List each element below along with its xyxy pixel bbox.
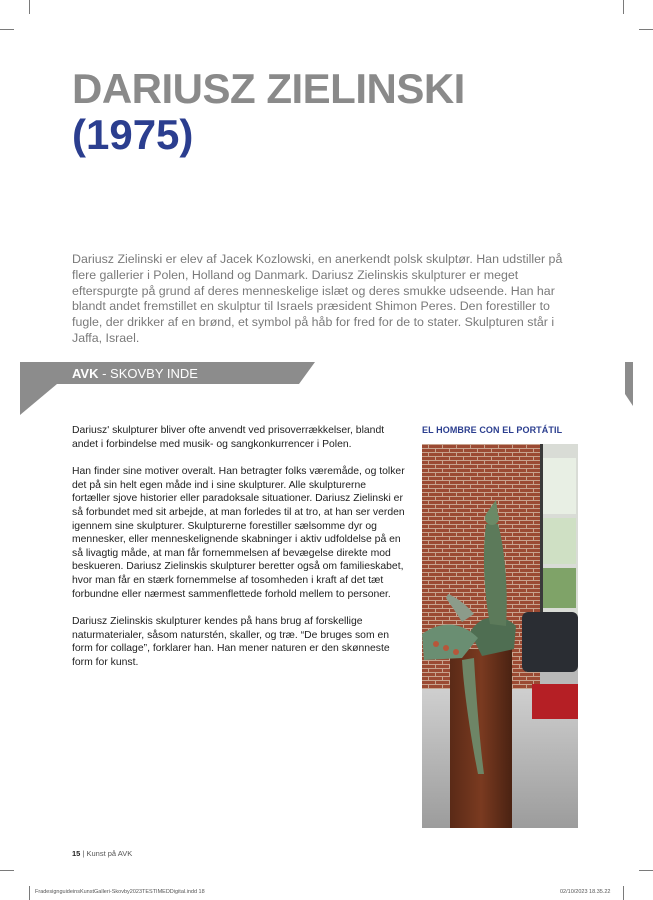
footer-separator: |: [80, 849, 87, 858]
crop-mark: [639, 870, 653, 871]
crop-mark: [623, 0, 624, 14]
crop-mark: [639, 29, 653, 30]
body-paragraph: Dariusz' skulpturer bliver ofte anvendt ved prisoverrækkelser, blandt andet i forbindelse med musik- og sangkonkurrencer i Polen.: [72, 425, 385, 450]
artist-name: DARIUSZ ZIELINSKI: [72, 65, 465, 112]
section-band-label: [72, 366, 198, 382]
footer-publication: Kunst på: [86, 849, 118, 858]
band-location: SKOVBY INDE: [110, 366, 198, 381]
body-paragraph: Han finder sine motiver overalt. Han betragter folks væremåde, og tolker det på sin helt egen måde ind i sine skulpturer. Alle skulpturerne fortæller sjove historier eller paradoksale situationer. Dariusz Zielinski er så forbundet med sit arbejde, at man forledes til at tro, at han ser verden igennem sine skulpturer. Skulpturerne forestiller sælsomme dyr og mennesker, eller menneskelignende skabninger i aktiv udfoldelse på en så livagtig måde, at man får fornemmelsen af bevægelse direkte mod beskueren. Dariusz Zielinskis skulpturer beretter også om familieskabet, hvor man får en stærk fornemmelse af tosomheden i kraft af det tæt forbundne eller nærmest sammenflettede forhold mellem to personer.: [72, 466, 405, 600]
photo-caption: EL HOMBRE CON EL PORTÁTIL: [422, 425, 563, 435]
crop-mark: [0, 29, 14, 30]
band-brand: AVK: [72, 366, 99, 381]
crop-mark: [29, 886, 30, 900]
page-edge-tab: [625, 362, 633, 406]
page-footer: [72, 849, 132, 858]
intro-paragraph: Dariusz Zielinski er elev af Jacek Kozlowski, en anerkendt polsk skulptør. Han udstiller på flere gallerier i Polen, Holland og Danmark. Dariusz Zielinskis skulpturer er meget efterspurgte på grund af deres menneskelige islæt og deres smukke udseende. Han har blandt andet fremstillet en skulptur til Israels præsident Shimon Peres. Den forestiller to fugle, der drikker af en brønd, et symbol på håb for fred for de to stater. Skulpturen står i Jaffa, Israel.: [72, 252, 563, 345]
sculpture-photo: [422, 444, 578, 828]
crop-mark: [0, 870, 14, 871]
footer-brand: AVK: [117, 849, 133, 858]
body-text: [72, 424, 405, 684]
crop-mark: [623, 886, 624, 900]
band-separator: -: [98, 366, 111, 381]
crop-mark: [29, 0, 30, 14]
page-number: 15: [72, 849, 81, 858]
artist-year: (1975): [72, 111, 194, 158]
print-slug-timestamp: 02/10/2023 18.35.22: [560, 889, 611, 895]
body-paragraph: Dariusz Zielinskis skulpturer kendes på hans brug af forskellige naturmaterialer, såsom naturstén, skaller, og træ. “De bruges som en form for collage”, forklarer han. Han mener naturen er den skønneste form for kunst.: [72, 616, 390, 668]
print-slug-file: FradesignguideinsKunstGalleri-Skovby2023TESTIMEDDigital.indd 18: [35, 889, 205, 895]
